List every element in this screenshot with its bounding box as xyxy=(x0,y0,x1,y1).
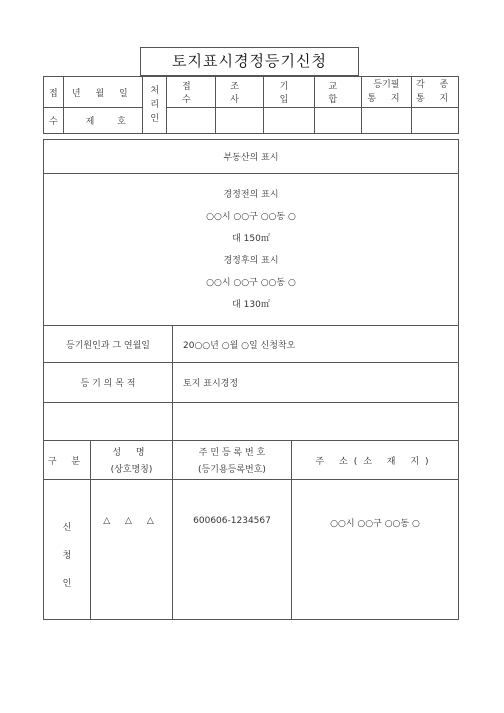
receipt-cell-3 xyxy=(264,108,315,134)
applicant-row-label: 신 청 인 xyxy=(44,480,91,620)
cause-value: 20○○년 ○월 ○일 신청착오 xyxy=(173,326,459,363)
empty-label-cell xyxy=(44,403,173,441)
after-area: 대 130㎡ xyxy=(232,299,270,310)
receipt-no-label: 제 호 xyxy=(63,108,142,134)
before-label: 경정전의 표시 xyxy=(223,189,279,200)
receipt-cell-1 xyxy=(167,108,216,134)
receipt-cell-6 xyxy=(412,108,459,134)
applicant-id: 600606-1234567 xyxy=(173,480,292,620)
col-notice-various: 각 종 통 지 xyxy=(412,77,459,108)
document-title: 토지표시경정등기신청 xyxy=(140,47,359,76)
receipt-cell-4 xyxy=(314,108,361,134)
purpose-value: 토지 표시경정 xyxy=(173,363,459,403)
applicant-name: △ △ △ xyxy=(91,480,173,620)
before-area: 대 150㎡ xyxy=(232,233,270,244)
col-survey: 조 사 xyxy=(216,77,264,108)
receipt-cell-2 xyxy=(216,108,264,134)
receipt-cell-5 xyxy=(361,108,412,134)
col-name-header: 성 명 (상호명칭) xyxy=(91,441,173,480)
after-address: ○○시 ○○구 ○○동 ○ xyxy=(206,277,296,288)
cause-label: 등기원인과 그 연월일 xyxy=(44,326,173,363)
col-notice-done: 등기필 통 지 xyxy=(361,77,412,108)
col-receipt: 접 수 xyxy=(167,77,216,108)
applicant-address: ○○시 ○○구 ○○동 ○ xyxy=(292,480,459,620)
col-entry: 기 입 xyxy=(264,77,315,108)
receipt-jeop-label: 접 xyxy=(44,77,64,108)
receipt-table xyxy=(43,76,459,134)
before-address: ○○시 ○○구 ○○동 ○ xyxy=(206,211,296,222)
receipt-su-label: 수 xyxy=(44,108,64,134)
purpose-label: 등 기 의 목 적 xyxy=(44,363,173,403)
col-id-header: 주 민 등 록 번 호 (등기용등록번호) xyxy=(173,441,292,480)
property-header: 부동산의 표시 xyxy=(44,140,459,174)
col-check: 교 합 xyxy=(314,77,361,108)
property-detail xyxy=(44,174,459,326)
col-gubun-header: 구 분 xyxy=(44,441,91,480)
receipt-date-label: 년 월 일 xyxy=(63,77,142,108)
empty-value-cell xyxy=(173,403,459,441)
main-form-table xyxy=(43,139,459,620)
col-address-header: 주 소(소 재 지) xyxy=(292,441,459,480)
after-label: 경정후의 표시 xyxy=(223,255,279,266)
processor-label: 처 리 인 xyxy=(143,77,167,134)
